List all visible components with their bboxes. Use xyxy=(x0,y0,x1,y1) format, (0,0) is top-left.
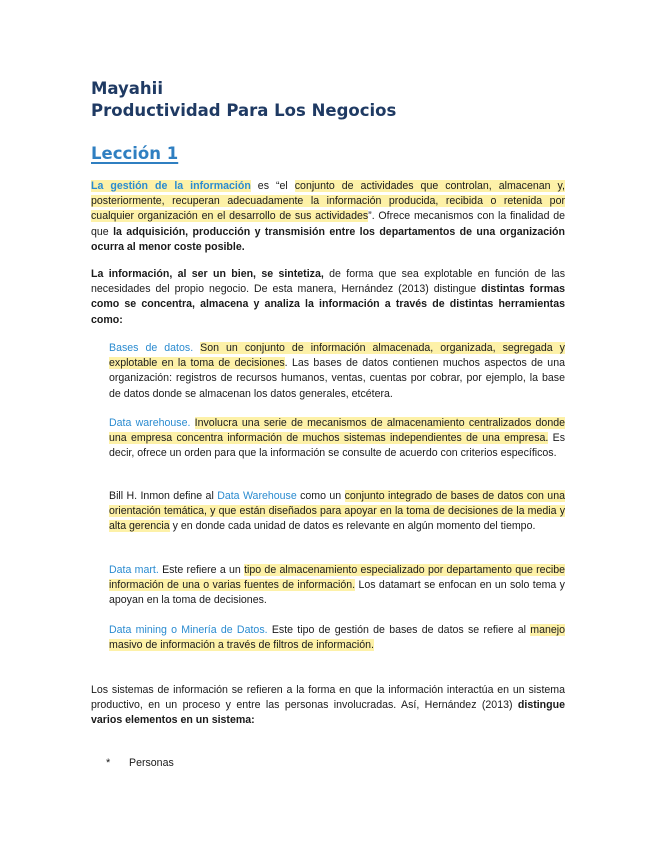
text: Los sistemas de información se refieren a la forma en que la información interactúa en un sistema productivo, en un proceso y entre las personas involucradas. Así, Hernández (2013) xyxy=(91,684,565,712)
bold-text: La información, al ser un bien, se sintetiza, xyxy=(91,268,324,280)
term-data-warehouse-inline: Data Warehouse xyxy=(217,490,297,502)
text: Bill H. Inmon define al xyxy=(109,490,218,502)
highlighted-definition: Son un conjunto de información almacenada, organizada, segregada y explotable en la toma de decisiones xyxy=(109,342,565,370)
highlighted-definition: tipo de almacenamiento especializado por departamento que recibe información de una o varias fuentes de información. xyxy=(109,564,566,592)
paragraph-informacion-bien xyxy=(91,267,565,328)
paragraph-data-warehouse xyxy=(109,416,565,462)
list-item: Personas xyxy=(129,757,174,769)
term-gestion-informacion: La gestión de la información xyxy=(91,180,251,192)
highlighted-definition: Involucra una serie de mecanismos de almacenamiento centralizados donde una empresa concentra información de muchos sistemas independientes de una empresa. xyxy=(109,417,565,445)
term-bases-de-datos: Bases de datos. xyxy=(109,342,194,354)
paragraph-gestion-informacion xyxy=(91,179,565,255)
lesson-heading: Lección 1 xyxy=(91,144,179,163)
paragraph-inmon xyxy=(109,489,565,535)
text: de forma que sea explotable en función de las necesidades del propio negocio. De esta manera, Hernández (2013) distingue xyxy=(91,268,565,296)
term-data-mart: Data mart. xyxy=(109,564,159,576)
highlighted-definition: conjunto de actividades que controlan, almacenan y, posteriormente, recuperan adecuadamente la información producida, recibida o retenida por cualquier organización en el desarrollo de sus actividades xyxy=(91,180,565,223)
paragraph-data-mining xyxy=(109,623,565,653)
bold-text: distingue varios elementos en un sistema: xyxy=(91,699,565,727)
document-title: Mayahii xyxy=(91,79,163,98)
text: Este tipo de gestión de bases de datos se refiere al xyxy=(267,624,531,636)
bold-text: distintas formas como se concentra, almacena y analiza la información a través de distintas herramientas como: xyxy=(91,283,565,326)
paragraph-data-mart xyxy=(109,563,565,609)
document-subtitle: Productividad Para Los Negocios xyxy=(91,101,397,120)
text: y en donde cada unidad de datos es relevante en algún momento del tiempo. xyxy=(169,520,536,533)
text: Los datamart se enfocan en un solo tema y apoyan en la toma de decisiones. xyxy=(109,579,565,607)
highlighted-definition: conjunto integrado de bases de datos con una orientación temática, y que están diseñados para apoyar en la toma de decisiones de la media y alta gerencia xyxy=(109,490,565,533)
text: como un xyxy=(296,490,345,502)
text: . Las bases de datos contienen muchos aspectos de una organización: registros de recursos humanos, ventas, cuentas por cobrar, por ejemplo, la base de datos donde se almacenan los datos generales, etcétera. xyxy=(109,357,565,400)
text: Este refiere a un xyxy=(158,564,245,576)
bullet-marker: * xyxy=(106,757,111,769)
paragraph-bases-de-datos xyxy=(109,341,565,402)
term-data-mining: Data mining o Minería de Datos. xyxy=(109,624,268,636)
term-data-warehouse: Data warehouse. xyxy=(109,417,191,429)
bold-text: la adquisición, producción y transmisión entre los departamentos de una organización ocurra al menor coste posible. xyxy=(91,225,565,253)
text: ”. Ofrece mecanismos con la finalidad de que xyxy=(91,210,565,238)
highlighted-definition: manejo masivo de información a través de filtros de información. xyxy=(109,624,565,652)
text: Es decir, ofrece un orden para que la información se consulte de acuerdo con criterios específicos. xyxy=(109,432,565,460)
text: es “el xyxy=(250,180,295,192)
paragraph-sistemas-informacion xyxy=(91,683,565,729)
